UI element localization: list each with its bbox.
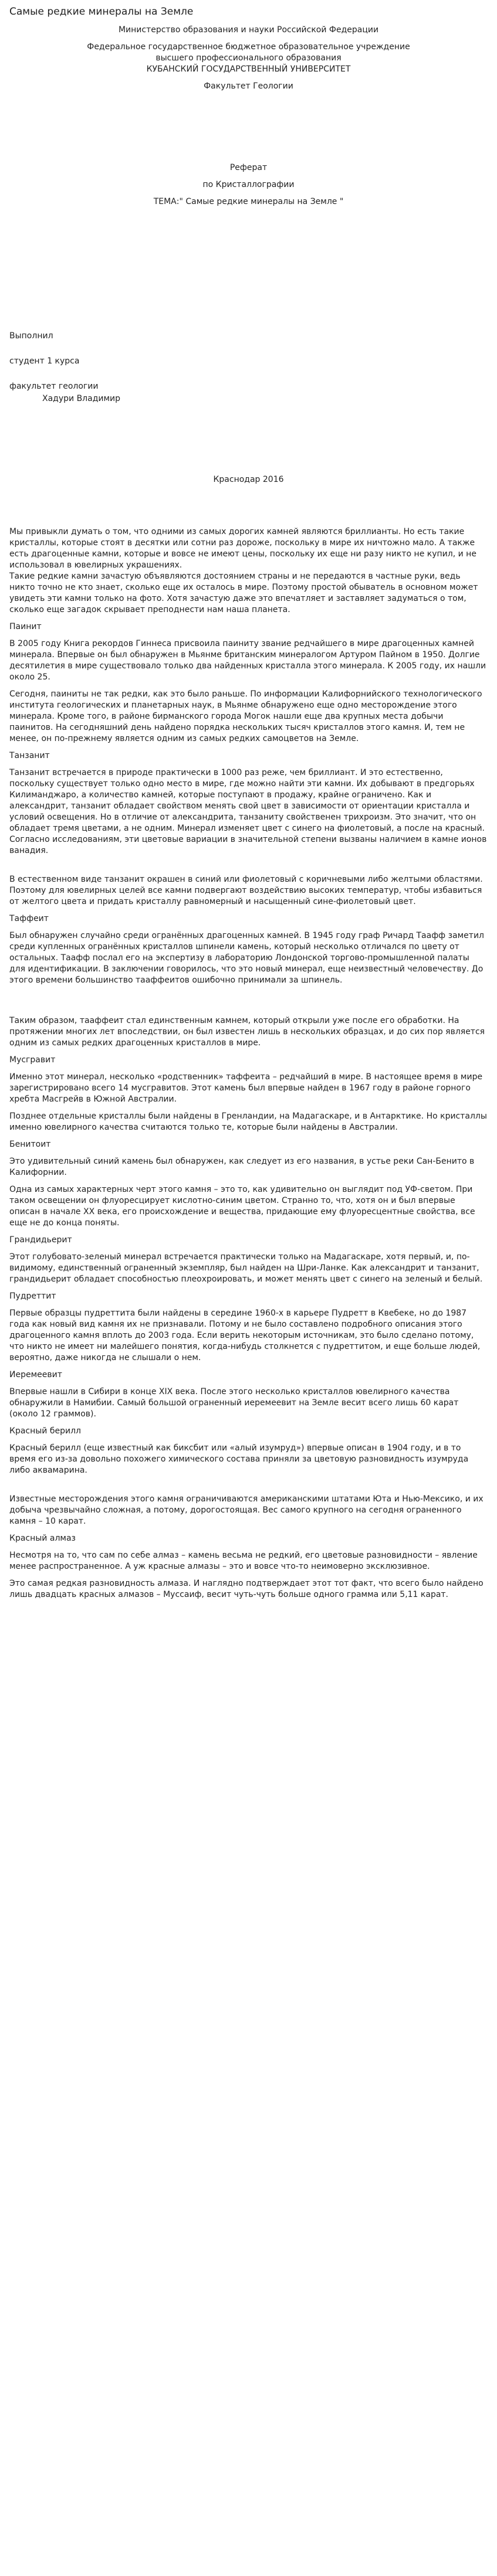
- section-heading-red-diamond: Красный алмаз: [9, 1534, 76, 1543]
- tanzanite-paragraph: Танзанит встречается в природе практически в 1000 раз реже, чем бриллиант. И это естественно, поскольку существует только одно место в мире, где можно найти эти камни. Их добывают в предгорьях Килиманджаро, а количество камней, которые поступают в продажу, крайне ограничено. Как и александрит, танзанит обладает свойством менять свой цвет в зависимости от ориентации кристалла и условий освещения. Но в отличие от александрита, танзаниту свойственен трихроизм. Это значит, что он обладает тремя цветами, а не одним. Минерал изменяет цвет с синего на фиолетовый, а после на красный. Согласно исследованиям, эти цветовые вариации в значительной степени вызваны наличием в камне ионов ванадия.: [9, 768, 487, 855]
- taaffeite-paragraph: Был обнаружен случайно среди огранённых драгоценных камней. В 1945 году граф Ричард Таафф заметил среди купленных огранённых кристаллов шпинели камень, который несколько отличался по цвету от остальных. Таафф послал его на экспертизу в лабораторию Лондонской торгово-промышленной палаты для идентификации. В заключении говорилось, что это новый минерал, еще неизвестный человечеству. До этого времени большинство тааффеитов ошибочно принимали за шпинель.: [9, 931, 484, 985]
- section-heading-musgravite: Мусгравит: [9, 1055, 56, 1065]
- section-heading-taaffeite: Таффеит: [9, 914, 49, 923]
- university-line: КУБАНСКИЙ ГОСУДАРСТВЕННЫЙ УНИВЕРСИТЕТ: [146, 64, 351, 74]
- painite-paragraph: Сегодня, паиниты не так редки, как это было раньше. По информации Калифорнийского технологического института геологических и планетарных наук, в Мьянме обнаружено еще одно месторождение этого минерала. Кроме того, в районе бирманского города Могок нашли еще два крупных места добычи паинитов. На сегодняшний день найдено порядка нескольких тысяч кристаллов этого камня. И, тем не менее, он по-прежнему является одним из самых редких самоцветов на Земле.: [9, 689, 482, 743]
- tanzanite-paragraph: В естественном виде танзанит окрашен в синий или фиолетовый с коричневыми либо желтыми областями. Поэтому для ювелирных целей все камни подвергают воздействию высоких температур, чтобы избавиться от желтого цвета и придать кристаллу равномерный и насыщенный сине-фиолетовый цвет.: [9, 875, 483, 906]
- red-beryl-paragraph: Известные месторождения этого камня ограничиваются американскими штатами Юта и Нью-Мексико, и их добыча чрезвычайно сложная, а потому, дорогостоящая. Вес самого крупного на сегодня ограненного камня – 10 карат.: [9, 1494, 484, 1526]
- section-heading-grandidierite: Грандидьерит: [9, 1235, 72, 1245]
- student-info: [0, 331, 497, 405]
- painite-paragraph: В 2005 году Книга рекордов Гиннеса присвоила паиниту звание редчайшего в мире драгоценных камней минерала. Впервые он был обнаружен в Мьянме британским минералогом Артуром Пайном в 1950. Долгие десятилетия в мире существовало только два найденных кристалла этого минерала. К 2005 году, их нашли около 25.: [9, 639, 486, 682]
- poudretteite-paragraph: Первые образцы пудреттита были найдены в середине 1960-х в карьере Пудретт в Квебеке, но до 1987 года как новый вид камня их не признавали. Потому и не было составлено подробного описания этого драгоценного камня вплоть до 2003 года. Если верить некоторым источникам, это было сделано потому, что никто не имеет ни малейшего понятия, когда-нибудь столкнется с пудреттитом, и еще больше людей, вероятно, даже никогда не слышали о нем.: [9, 1309, 481, 1362]
- section-heading-benitoite: Бенитоит: [9, 1140, 51, 1149]
- institution-line-2: высшего профессионального образования: [155, 53, 342, 63]
- student-done: Выполнил: [9, 331, 53, 341]
- theme-line: ТЕМА:" Самые редкие минералы на Земле ": [153, 197, 344, 206]
- title-page-block: [0, 25, 497, 208]
- doc-type: Реферат: [229, 163, 268, 172]
- ministry-line: Министерство образования и науки Российской Федерации: [118, 25, 379, 35]
- jeremejevite-paragraph: Впервые нашли в Сибири в конце XIX века. После этого несколько кристаллов ювелирного качества обнаружили в Намибии. Самый большой ограненный иеремеевит на Земле весит всего лишь 60 карат (около 12 граммов).: [9, 1387, 459, 1419]
- intro-paragraph: Такие редкие камни зачастую объявляются достоянием страны и не передаются в частные руки, ведь никто точно не кто знает, сколько еще их осталось в мире. Поэтому простой обыватель в основном может увидеть эти камни только на фото. Хотя зачастую даже это впечатляет и заставляет задуматься о том, сколько еще загадок скрывает преподнести нам наша планета.: [9, 572, 478, 614]
- section-heading-tanzanite: Танзанит: [9, 751, 50, 760]
- benitoite-paragraph: Одна из самых характерных черт этого камня – это то, как удивительно он выглядит под УФ-светом. При таком освещении он флуоресцирует кислотно-синим цветом. Странно то, что, хотя он и был впервые описан в начале XX века, его происхождение и вещества, придающие ему флуоресцентные свойства, все еще не до конца поняты.: [9, 1185, 475, 1228]
- red-diamond-paragraph: Это самая редкая разновидность алмаза. И наглядно подтверждает этот тот факт, что всего было найдено лишь двадцать красных алмазов – Муссаиф, весит чуть-чуть больше одного грамма или 5,11 карат.: [9, 1579, 484, 1599]
- red-diamond-paragraph: Несмотря на то, что сам по себе алмаз – камень весьма не редкий, его цветовые разновидности – явление менее распространенное. А уж красные алмазы – это и вовсе что-то неимоверно эксклюзивное.: [9, 1551, 478, 1571]
- section-heading-red-beryl: Красный берилл: [9, 1426, 81, 1436]
- city-year: Краснодар 2016: [213, 475, 284, 484]
- red-beryl-paragraph: Красный берилл (еще известный как биксбит или «алый изумруд») впервые описан в 1904 году, и в то время его из-за довольно похожего химического состава приняли за цветовую разновидность изумруда либо аквамарина.: [9, 1443, 469, 1475]
- musgravite-paragraph: Именно этот минерал, несколько «родственник» таффеита – редчайший в мире. В настоящее время в мире зарегистрировано всего 14 мусгравитов. Этот камень был впервые найден в 1967 году в районе горного хребта Масгрейв в Южной Австралии.: [9, 1072, 483, 1104]
- musgravite-paragraph: Позднее отдельные кристаллы были найдены в Гренландии, на Мадагаскаре, и в Антарктике. Но кристаллы именно ювелирного качества считаются только те, которые были найдены в Австралии.: [9, 1112, 487, 1132]
- page-title: Самые редкие минералы на Земле: [9, 6, 194, 18]
- subject-line: по Кристаллографии: [202, 180, 295, 189]
- student-course: студент 1 курса: [9, 356, 80, 366]
- student-name: Хадури Владимир: [42, 394, 121, 403]
- section-heading-jeremejevite: Иеремеевит: [9, 1370, 62, 1379]
- benitoite-paragraph: Это удивительный синий камень был обнаружен, как следует из его названия, в устье реки Сан-Бенито в Калифорнии.: [9, 1157, 475, 1177]
- intro-paragraph: Мы привыкли думать о том, что одними из самых дорогих камней являются бриллианты. Но есть такие кристаллы, которые стоят в десятки или сотни раз дороже, поскольку в мире их ничтожно мало. А также есть драгоценные камни, которые и вовсе не имеют цены, поскольку их еще ни разу никто не купил, и не использовал в ювелирных украшениях.: [9, 527, 476, 570]
- institution-line-1: Федеральное государственное бюджетное образовательное учреждение: [87, 42, 410, 52]
- doc-type-block: [0, 162, 497, 208]
- section-heading-poudretteite: Пудреттит: [9, 1292, 56, 1301]
- grandidierite-paragraph: Этот голубовато-зеленый минерал встречается практически только на Мадагаскаре, хотя первый, и, по-видимому, единственный ограненный экземпляр, был найден на Шри-Ланке. Как александрит и танзанит, грандидьерит обладает способностью плеохроировать, и может менять цвет с синего на зеленый и белый.: [9, 1252, 483, 1284]
- taaffeite-paragraph: Таким образом, тааффеит стал единственным камнем, который открыли уже после его обработки. На протяжении многих лет впоследствии, он был известен лишь в нескольких образцах, и до сих пор является одним из самых редких драгоценных кристаллов в мире.: [9, 1016, 485, 1048]
- section-heading-painite: Паинит: [9, 622, 42, 631]
- student-faculty: факультет геологии: [9, 382, 99, 391]
- faculty-line: Факультет Геологии: [204, 81, 293, 91]
- article-body: [0, 526, 497, 1600]
